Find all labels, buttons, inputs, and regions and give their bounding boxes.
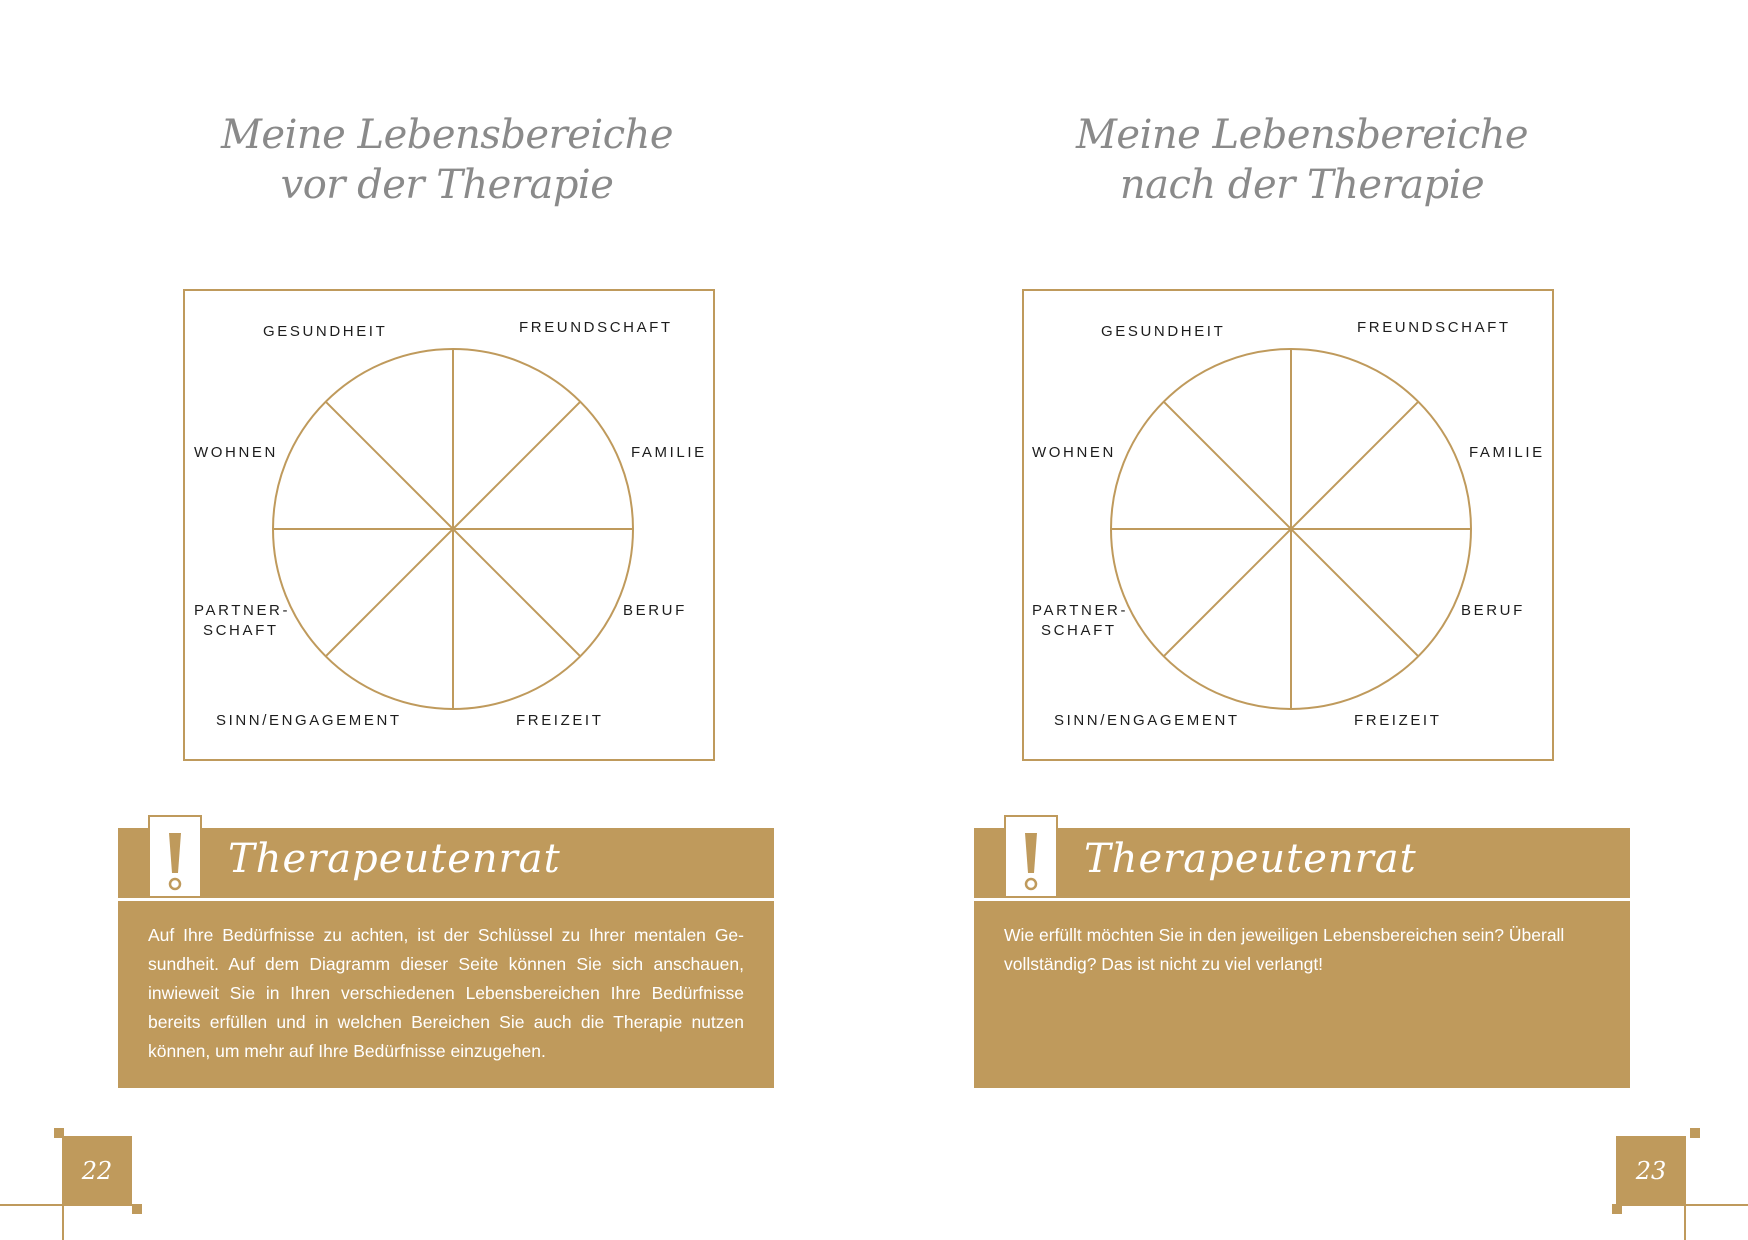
label-freizeit: FREIZEIT	[1354, 712, 1442, 729]
page-number: 22	[62, 1136, 132, 1206]
tip-title: Therapeutenrat	[228, 836, 561, 882]
label-partnerschaft-1: PARTNER-	[1032, 602, 1129, 619]
label-gesundheit: GESUNDHEIT	[263, 323, 388, 340]
label-partnerschaft-2: SCHAFT	[203, 622, 279, 639]
label-freundschaft: FREUNDSCHAFT	[519, 319, 673, 336]
tip-text: Wie erfüllt möchten Sie in den jeweiligen Lebensbereichen sein? Überall vollständig? Das ist nicht zu viel verlangt!	[974, 901, 1630, 1088]
label-gesundheit: GESUNDHEIT	[1101, 323, 1226, 340]
exclamation-icon	[148, 815, 202, 898]
heading-line-2: vor der Therapie	[280, 162, 614, 208]
label-beruf: BERUF	[623, 602, 687, 619]
label-familie: FAMILIE	[631, 444, 707, 461]
label-partnerschaft-2: SCHAFT	[1041, 622, 1117, 639]
life-wheel-diagram	[1024, 291, 1552, 759]
label-wohnen: WOHNEN	[194, 444, 278, 461]
label-sinn-engagement: SINN/ENGAGEMENT	[1054, 712, 1240, 729]
tip-text: Auf Ihre Bedürfnisse zu achten, ist der Schlüssel zu Ihrer mentalen Gesundheit. Auf dem Diagramm dieser Seite können Sie sich anschauen, inwieweit Sie in Ihren verschiedenen Lebensbereichen Ihre Bedürfnisse bereits erfüllen und in welchen Bereichen Sie auch die Therapie nutzen können, um mehr auf Ihre Bedürfnisse einzugehen.	[118, 901, 774, 1088]
label-sinn-engagement: SINN/ENGAGEMENT	[216, 712, 402, 729]
life-wheel-diagram	[185, 291, 713, 759]
label-freizeit: FREIZEIT	[516, 712, 604, 729]
label-freundschaft: FREUNDSCHAFT	[1357, 319, 1511, 336]
corner-deco	[1690, 1128, 1700, 1138]
heading-line-2: nach der Therapie	[1119, 162, 1485, 208]
heading-line-1: Meine Lebensbereiche	[1075, 112, 1529, 158]
exclamation-icon	[1004, 815, 1058, 898]
life-wheel-frame	[183, 289, 715, 761]
heading-line-1: Meine Lebensbereiche	[220, 112, 674, 158]
life-wheel-frame	[1022, 289, 1554, 761]
page-heading	[147, 110, 747, 210]
label-familie: FAMILIE	[1469, 444, 1545, 461]
page-number: 23	[1616, 1136, 1686, 1206]
label-beruf: BERUF	[1461, 602, 1525, 619]
page-heading	[1002, 110, 1602, 210]
label-wohnen: WOHNEN	[1032, 444, 1116, 461]
right-page	[874, 0, 1748, 1240]
label-partnerschaft-1: PARTNER-	[194, 602, 291, 619]
tip-title: Therapeutenrat	[1084, 836, 1417, 882]
